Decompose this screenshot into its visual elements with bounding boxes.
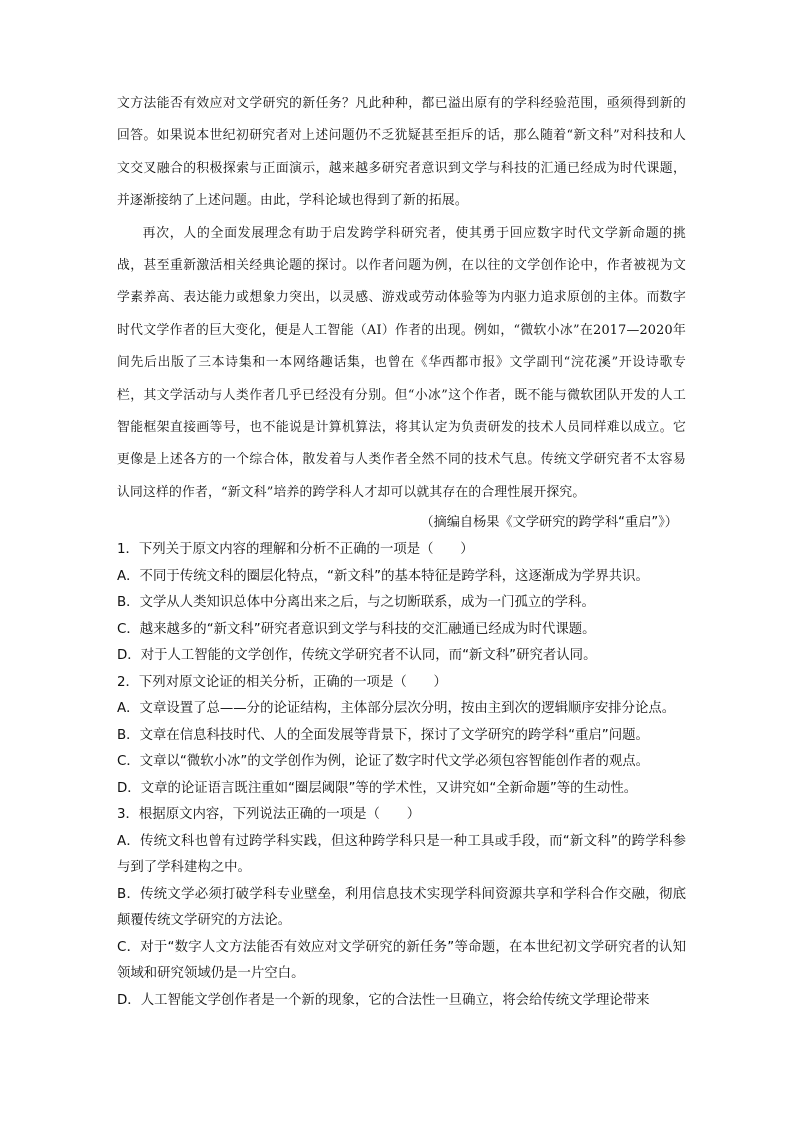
question-stem: 3．根据原文内容，下列说法正确的一项是（ ） (117, 807, 421, 823)
option-d: D．文章的论证语言既注重如“圈层阈限”等的学术性，又讲究如“全新命题”等的生动性。 (117, 780, 638, 796)
option-c: C．越来越多的“新文科”研究者意识到文学与科技的交汇融通已经成为时代课题。 (117, 621, 596, 637)
option-c: C．对于“数字人文方法能否有效应对文学研究的新任务”等命题，在本世纪初文学研究者的认知领域和研究领域仍是一片空白。 (117, 939, 686, 982)
option-d: D．对于人工智能的文学创作，传统文学研究者不认同，而“新文科”研究者认同。 (117, 648, 597, 664)
question-1 (117, 537, 686, 670)
option-b: B．文学从人类知识总体中分离出来之后，与之切断联系，成为一门孤立的学科。 (117, 595, 595, 611)
option-c: C．文章以“微软小冰”的文学创作为例，论证了数字时代文学必须包容智能创作者的观点。 (117, 754, 650, 770)
question-3 (117, 802, 686, 1014)
passage-paragraph-1: 文方法能否有效应对文学研究的新任务？凡此种种，都已溢出原有的学科经验范围，亟须得到新的回答。如果说本世纪初研究者对上述问题仍不乏犹疑甚至拒斥的话，那么随着“新文科”对科技和人文交叉融合的积极探索与正面演示，越来越多研究者意识到文学与科技的汇通已经成为时代课题，并逐渐接纳了上述问题。由此，学科论域也得到了新的拓展。 (117, 96, 686, 209)
option-b: B．文章在信息科技时代、人的全面发展等背景下，探讨了文学研究的跨学科“重启”问题。 (117, 727, 649, 743)
question-stem: 1．下列关于原文内容的理解和分析不正确的一项是（ ） (117, 542, 474, 558)
option-b: B．传统文学必须打破学科专业壁垒，利用信息技术实现学科间资源共享和学科合作交融，彻底颠覆传统文学研究的方法论。 (117, 886, 686, 929)
question-stem: 2．下列对原文论证的相关分析，正确的一项是（ ） (117, 674, 447, 690)
question-2 (117, 670, 686, 803)
option-d: D．人工智能文学创作者是一个新的现象，它的合法性一旦确立，将会给传统文学理论带来 (117, 992, 650, 1008)
passage-source: （摘编自杨果《文学研究的跨学科“重启”》） (420, 515, 678, 531)
option-a: A．文章设置了总——分的论证结构，主体部分层次分明，按由主到次的逻辑顺序安排分论点。 (117, 701, 676, 717)
option-a: A．不同于传统文科的圈层化特点，“新文科”的基本特征是跨学科，这逐渐成为学界共识。 (117, 568, 649, 584)
option-a: A．传统文科也曾有过跨学科实践，但这种跨学科只是一种工具或手段，而“新文科”的跨学科参与到了学科建构之中。 (117, 833, 686, 876)
passage-paragraph-2: 再次，人的全面发展理念有助于启发跨学科研究者，使其勇于回应数字时代文学新命题的挑战，甚至重新激活相关经典论题的探讨。以作者问题为例，在以往的文学创作论中，作者被视为文学素养高、表达能力或想象力突出，以灵感、游戏或劳动体验等为内驱力追求原创的主体。而数字时代文学作者的巨大变化，便是人工智能（AI）作者的出现。例如，“微软小冰”在2017—2020年间先后出版了三本诗集和一本网络趣话集，也曾在《华西都市报》文学副刊“浣花溪”开设诗歌专栏，其文学活动与人类作者几乎已经没有分别。但“小冰”这个作者，既不能与微软团队开发的人工智能框架直接画等号，也不能说是计算机算法，将其认定为负责研发的技术人员同样难以成立。它更像是上述各方的一个综合体，散发着与人类作者全然不同的技术气息。传统文学研究者不太容易认同这样的作者，“新文科”培养的跨学科人才却可以就其存在的合理性展开探究。 (117, 225, 686, 500)
